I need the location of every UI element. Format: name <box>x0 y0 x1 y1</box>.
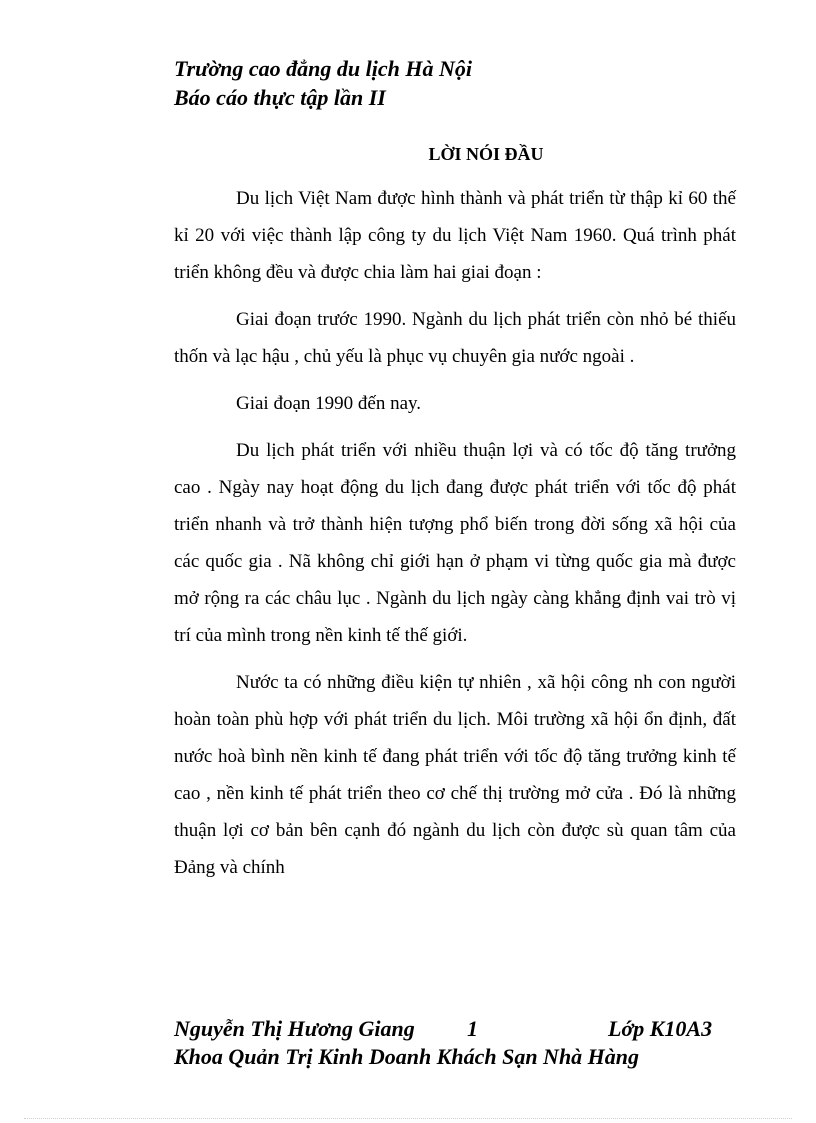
footer-author: Nguyễn Thị Hương Giang <box>174 1016 415 1041</box>
document-header <box>174 54 472 112</box>
footer-page-number: 1 <box>467 1016 478 1041</box>
school-name: Trường cao đẳng du lịch Hà Nội <box>174 56 472 81</box>
page-title: LỜI NÓI ĐẦU <box>428 144 544 164</box>
paragraph-1990-to-now: Giai đoạn 1990 đến nay. <box>236 393 422 414</box>
document-footer <box>174 1015 754 1071</box>
paragraph-development: Du lịch phát triển với nhiều thuận lợi và có tốc độ tăng trưởng cao . Ngày nay hoạt động du lịch đang được phát triển với tốc độ phát triển nhanh và trở thành hiện tượng phổ biến trong đời sống xã hội của các quốc gia . Nã không chỉ giới hạn ở phạm vi từng quốc gia mà được mở rộng ra các châu lục . Ngành du lịch ngày càng khẳng định vai trò vị trí của mình trong nền kinh tế thế giới. <box>174 440 736 646</box>
document-body <box>174 180 736 886</box>
paragraph-intro: Du lịch Việt Nam được hình thành và phát triển từ thập kỉ 60 thế kỉ 20 với việc thành lập công ty du lịch Việt Nam 1960. Quá trình phát triển không đều và được chia làm hai giai đoạn : <box>174 188 736 283</box>
report-name: Báo cáo thực tập lần II <box>174 85 386 110</box>
footer-class-label: Lớp K10A3 <box>608 1016 713 1041</box>
paragraph-conditions: Nước ta có những điều kiện tự nhiên , xã hội công nh con người hoàn toàn phù hợp với phát triển du lịch. Môi trường xã hội ổn định, đất nước hoà bình nền kinh tế đang phát triển với tốc độ tăng trưởng kinh tế cao , nền kinh tế phát triển theo cơ chế thị trường mở cửa . Đó là những thuận lợi cơ bản bên cạnh đó ngành du lịch còn được sù quan tâm của Đảng và chính <box>174 672 736 878</box>
footer-faculty: Khoa Quản Trị Kinh Doanh Khách Sạn Nhà Hàng <box>174 1044 640 1069</box>
footer-line-1 <box>174 1015 754 1043</box>
page-bottom-border <box>24 1118 792 1119</box>
paragraph-before-1990: Giai đoạn trước 1990. Ngành du lịch phát triển còn nhỏ bé thiếu thốn và lạc hậu , chủ yếu là phục vụ chuyên gia nước ngoài . <box>174 309 736 367</box>
